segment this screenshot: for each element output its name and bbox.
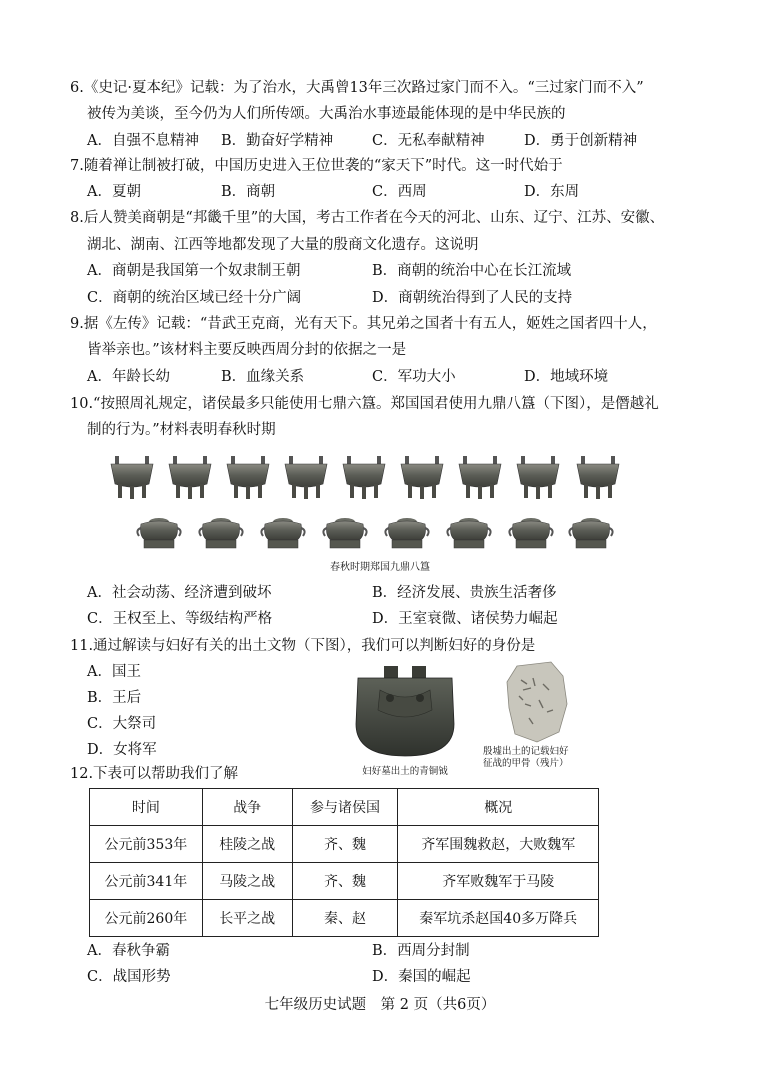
q12-option-c: C．战国形势 xyxy=(87,969,171,985)
q6-option-d: D．勇于创新精神 xyxy=(524,133,638,149)
q9-option-d: D．地域环境 xyxy=(524,369,609,385)
q11-option-c: C．大祭司 xyxy=(87,716,157,732)
q8-option-d: D．商朝统治得到了人民的支持 xyxy=(372,290,573,306)
table-cell: 秦、赵 xyxy=(292,900,398,937)
q9-option-c: C．军功大小 xyxy=(372,369,456,385)
q10-option-c: C．王权至上、等级结构严格 xyxy=(87,611,273,627)
table-cell: 桂陵之战 xyxy=(202,826,292,863)
q10-figure-caption: 春秋时期郑国九鼎八簋 xyxy=(330,562,430,573)
q11-option-b: B．王后 xyxy=(87,690,142,706)
q8-stem-line1: 8.后人赞美商朝是“邦畿千里”的大国，考古工作者在今天的河北、山东、辽宁、江苏、安徽、 xyxy=(70,210,665,226)
nine-ding-eight-gui-photo xyxy=(105,452,635,552)
q10-stem-line1: 10.“按照周礼规定，诸侯最多只能使用七鼎六簋。郑国国君使用九鼎八簋（下图），是僭越礼 xyxy=(70,396,659,412)
q6-stem-line1: 6.《史记·夏本纪》记载：为了治水，大禹曾13年三次路过家门而不入。“三过家门而不入” xyxy=(70,80,644,96)
table-header-war: 战争 xyxy=(202,789,292,826)
table-row xyxy=(90,900,599,937)
bronze-yue-axe-photo xyxy=(350,664,460,760)
table-cell: 公元前353年 xyxy=(90,826,203,863)
table-cell: 马陵之战 xyxy=(202,863,292,900)
q7-option-d: D．东周 xyxy=(524,184,580,200)
q7-option-c: C．西周 xyxy=(372,184,427,200)
q6-option-a: A．自强不息精神 xyxy=(87,133,199,149)
q8-stem-line2: 湖北、湖南、江西等地都发现了大量的殷商文化遗存。这说明 xyxy=(87,237,479,253)
table-row xyxy=(90,826,599,863)
q12-option-a: A．春秋争霸 xyxy=(87,943,170,959)
q9-option-b: B．血缘关系 xyxy=(221,369,305,385)
table-cell: 齐、魏 xyxy=(292,826,398,863)
q6-option-c: C．无私奉献精神 xyxy=(372,133,485,149)
table-cell: 公元前260年 xyxy=(90,900,203,937)
q12-option-d: D．秦国的崛起 xyxy=(372,969,471,985)
table-cell: 长平之战 xyxy=(202,900,292,937)
oracle-bone-fragment-photo xyxy=(503,660,573,744)
q9-stem-line2: 皆举亲也。”该材料主要反映西周分封的依据之一是 xyxy=(87,342,407,358)
oracle-bone-caption-line1: 殷墟出土的记载妇好 xyxy=(483,746,569,757)
table-row xyxy=(90,863,599,900)
q7-stem: 7.随着禅让制被打破，中国历史进入王位世袭的“家天下”时代。这一时代始于 xyxy=(70,158,563,174)
q8-option-c: C．商朝的统治区域已经十分广阔 xyxy=(87,290,302,306)
q10-option-b: B．经济发展、贵族生活奢侈 xyxy=(372,585,557,601)
table-header-states: 参与诸侯国 xyxy=(292,789,398,826)
table-header-row xyxy=(90,789,599,826)
q10-option-a: A．社会动荡、经济遭到破坏 xyxy=(87,585,272,601)
q7-option-b: B．商朝 xyxy=(221,184,276,200)
q11-option-d: D．女将军 xyxy=(87,742,157,758)
page-footer: 七年级历史试题 第 2 页（共6页） xyxy=(264,997,496,1013)
q10-stem-line2: 制的行为。”材料表明春秋时期 xyxy=(87,422,276,438)
q6-option-b: B．勤奋好学精神 xyxy=(221,133,334,149)
bronze-axe-caption: 妇好墓出土的青铜钺 xyxy=(362,766,448,777)
table-cell: 齐军败魏军于马陵 xyxy=(398,863,599,900)
q8-option-a: A．商朝是我国第一个奴隶制王朝 xyxy=(87,263,301,279)
q10-option-d: D．王室衰微、诸侯势力崛起 xyxy=(372,611,558,627)
q6-stem-line2: 被传为美谈，至今仍为人们所传颂。大禹治水事迹最能体现的是中华民族的 xyxy=(87,106,566,122)
q8-option-b: B．商朝的统治中心在长江流域 xyxy=(372,263,572,279)
q12-stem: 12.下表可以帮助我们了解 xyxy=(70,766,239,782)
oracle-bone-caption-line2: 征战的甲骨（残片） xyxy=(483,758,569,769)
q7-option-a: A．夏朝 xyxy=(87,184,141,200)
q11-option-a: A．国王 xyxy=(87,664,141,680)
warring-states-battles-table xyxy=(89,788,599,937)
table-cell: 齐、魏 xyxy=(292,863,398,900)
q9-stem-line1: 9.据《左传》记载：“昔武王克商，光有天下。其兄弟之国者十有五人，姬姓之国者四十人， xyxy=(70,316,657,332)
q12-option-b: B．西周分封制 xyxy=(372,943,470,959)
table-cell: 秦军坑杀赵国40多万降兵 xyxy=(398,900,599,937)
table-cell: 齐军围魏救赵，大败魏军 xyxy=(398,826,599,863)
table-header-summary: 概况 xyxy=(398,789,599,826)
q11-stem: 11.通过解读与妇好有关的出土文物（下图），我们可以判断妇好的身份是 xyxy=(70,638,536,654)
q9-option-a: A．年龄长幼 xyxy=(87,369,170,385)
table-cell: 公元前341年 xyxy=(90,863,203,900)
table-header-time: 时间 xyxy=(90,789,203,826)
